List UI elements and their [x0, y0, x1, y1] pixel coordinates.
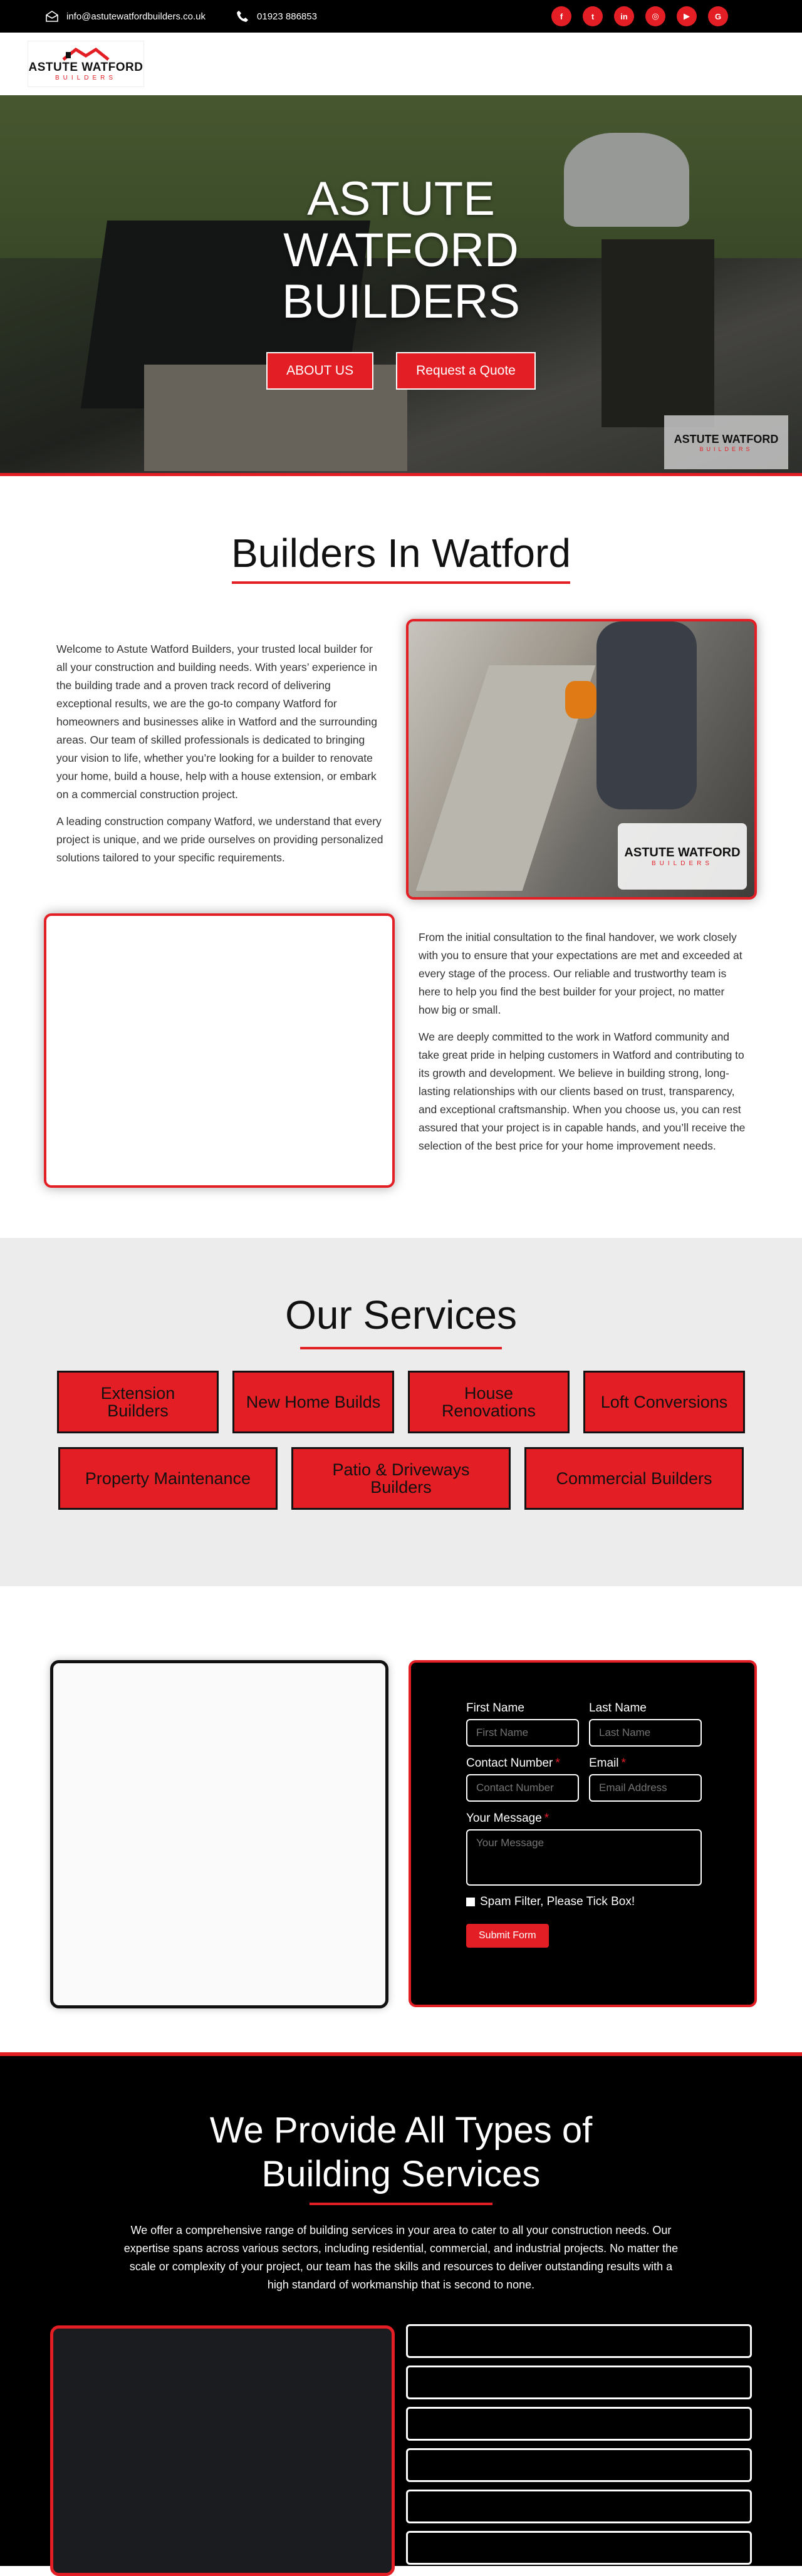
email-link[interactable]: info@astutewatfordbuilders.co.uk — [66, 11, 206, 22]
all-services-title: We Provide All Types of Building Services — [209, 2110, 593, 2194]
service-accordion — [406, 2324, 752, 2565]
services-grid — [0, 1371, 802, 1510]
hero-section — [0, 95, 802, 476]
photo-logo-badge: ASTUTE WATFORD BUILDERS — [618, 823, 747, 890]
spam-filter — [466, 1895, 754, 1909]
service-new-home-builds[interactable]: New Home Builds — [232, 1371, 394, 1433]
service-house-renovations[interactable]: House Renovations — [408, 1371, 570, 1433]
intro-text-2 — [419, 928, 746, 1164]
instagram-icon[interactable]: ◎ — [645, 6, 665, 26]
logo-sub: BUILDERS — [55, 74, 117, 81]
contact-section — [0, 1643, 802, 2050]
contact-info — [45, 9, 317, 23]
services-section — [0, 1238, 802, 1586]
roof-icon — [61, 47, 111, 61]
services-title: Our Services — [285, 1292, 517, 1337]
service-property-maintenance[interactable]: Property Maintenance — [58, 1447, 278, 1510]
google-icon[interactable]: G — [708, 6, 728, 26]
phone-link[interactable]: 01923 886853 — [257, 11, 317, 22]
title-underline — [300, 1347, 502, 1349]
all-services-section — [0, 2052, 802, 2566]
first-name-input[interactable] — [466, 1719, 579, 1747]
embedded-map[interactable] — [50, 1660, 388, 2008]
accordion-item[interactable] — [406, 2324, 752, 2358]
accordion-item[interactable] — [406, 2531, 752, 2565]
social-links — [551, 6, 728, 26]
message-input[interactable] — [466, 1829, 702, 1886]
first-name-label: First Name — [466, 1701, 524, 1715]
service-patio-driveways[interactable]: Patio & Driveways Builders — [291, 1447, 511, 1510]
envelope-icon — [45, 9, 59, 23]
about-us-button[interactable]: ABOUT US — [266, 352, 373, 390]
last-name-label: Last Name — [589, 1701, 647, 1715]
logo-name: ASTUTE WATFORD — [28, 60, 143, 74]
twitter-icon[interactable]: t — [583, 6, 603, 26]
title-underline — [310, 2203, 492, 2205]
accordion-item[interactable] — [406, 2448, 752, 2482]
contact-number-input[interactable] — [466, 1774, 579, 1802]
request-quote-button[interactable]: Request a Quote — [396, 352, 536, 390]
email-label: Email * — [589, 1757, 626, 1770]
service-commercial-builders[interactable]: Commercial Builders — [524, 1447, 744, 1510]
accordion-item[interactable] — [406, 2407, 752, 2441]
linkedin-icon[interactable]: in — [614, 6, 634, 26]
service-loft-conversions[interactable]: Loft Conversions — [583, 1371, 745, 1433]
hero-title: ASTUTE WATFORD BUILDERS — [281, 172, 521, 328]
spam-checkbox[interactable] — [466, 1898, 475, 1906]
quote-form — [409, 1660, 757, 2007]
all-services-lead: We offer a comprehensive range of building services in your area to cater to all your construction needs. Our expertise spans across various sectors, including residential, commercial, and industrial projects. No matter the scale or complexity of your project, our team has the skills and resources to deliver outstanding results with a high standard of workmanship that is second to none. — [123, 2224, 679, 2291]
builder-photo — [406, 619, 757, 900]
intro-section — [0, 476, 802, 584]
title-underline — [232, 581, 570, 584]
spam-label: Spam Filter, Please Tick Box! — [480, 1895, 635, 1908]
message-label: Your Message * — [466, 1812, 549, 1825]
intro-title: Builders In Watford — [231, 531, 571, 576]
phone-icon — [236, 9, 249, 23]
site-header — [0, 33, 802, 95]
accordion-item[interactable] — [406, 2366, 752, 2399]
intro-paragraph: From the initial consultation to the final handover, we work closely with you to ensure that your expectations are met and exceeded at every stage of the process. Our reliable and trustworthy team is here to help you find the best builder for your project, no matter how big or small. — [419, 931, 742, 1016]
top-bar — [0, 0, 802, 33]
intro-paragraph: Welcome to Astute Watford Builders, your trusted local builder for all your construction and building needs. With years’ experience in the building trade and a proven track record of delivering exceptional results, we are the go-to company Watford for homeowners and businesses alike in Watford and the surrounding areas. Our team of skilled professionals is dedicated to bringing your vision to life, whether you’re looking for a builder to renovate your home, build a house, help with a house extension, or embark on a commercial construction project. — [56, 643, 378, 801]
accordion-item[interactable] — [406, 2490, 752, 2523]
hero-logo-badge: ASTUTE WATFORD BUILDERS — [664, 415, 788, 469]
site-logo[interactable] — [28, 41, 144, 87]
intro-text — [56, 640, 385, 867]
embedded-map[interactable] — [50, 2325, 395, 2576]
service-extension-builders[interactable]: Extension Builders — [57, 1371, 219, 1433]
last-name-input[interactable] — [589, 1719, 702, 1747]
contact-number-label: Contact Number * — [466, 1757, 560, 1770]
facebook-icon[interactable]: f — [551, 6, 571, 26]
youtube-icon[interactable]: ▶ — [677, 6, 697, 26]
email-input[interactable] — [589, 1774, 702, 1802]
hero-buttons — [0, 352, 802, 390]
submit-form-button[interactable]: Submit Form — [466, 1924, 549, 1948]
embedded-map[interactable] — [44, 913, 395, 1188]
intro-paragraph: A leading construction company Watford, we understand that every project is unique, and we pride ourselves on providing personalized solutions tailored to your specific requirements. — [56, 815, 383, 864]
intro-paragraph: We are deeply committed to the work in Watford community and take great pride in helping customers in Watford and contributing to its growth and development. We believe in building strong, long-lasting relationships with our clients based on trust, transparency, and exceptional craftsmanship. When you choose us, you can rest assured that your project is in capable hands, and you’ll receive the selection of the best price for your home improvement needs. — [419, 1031, 746, 1152]
